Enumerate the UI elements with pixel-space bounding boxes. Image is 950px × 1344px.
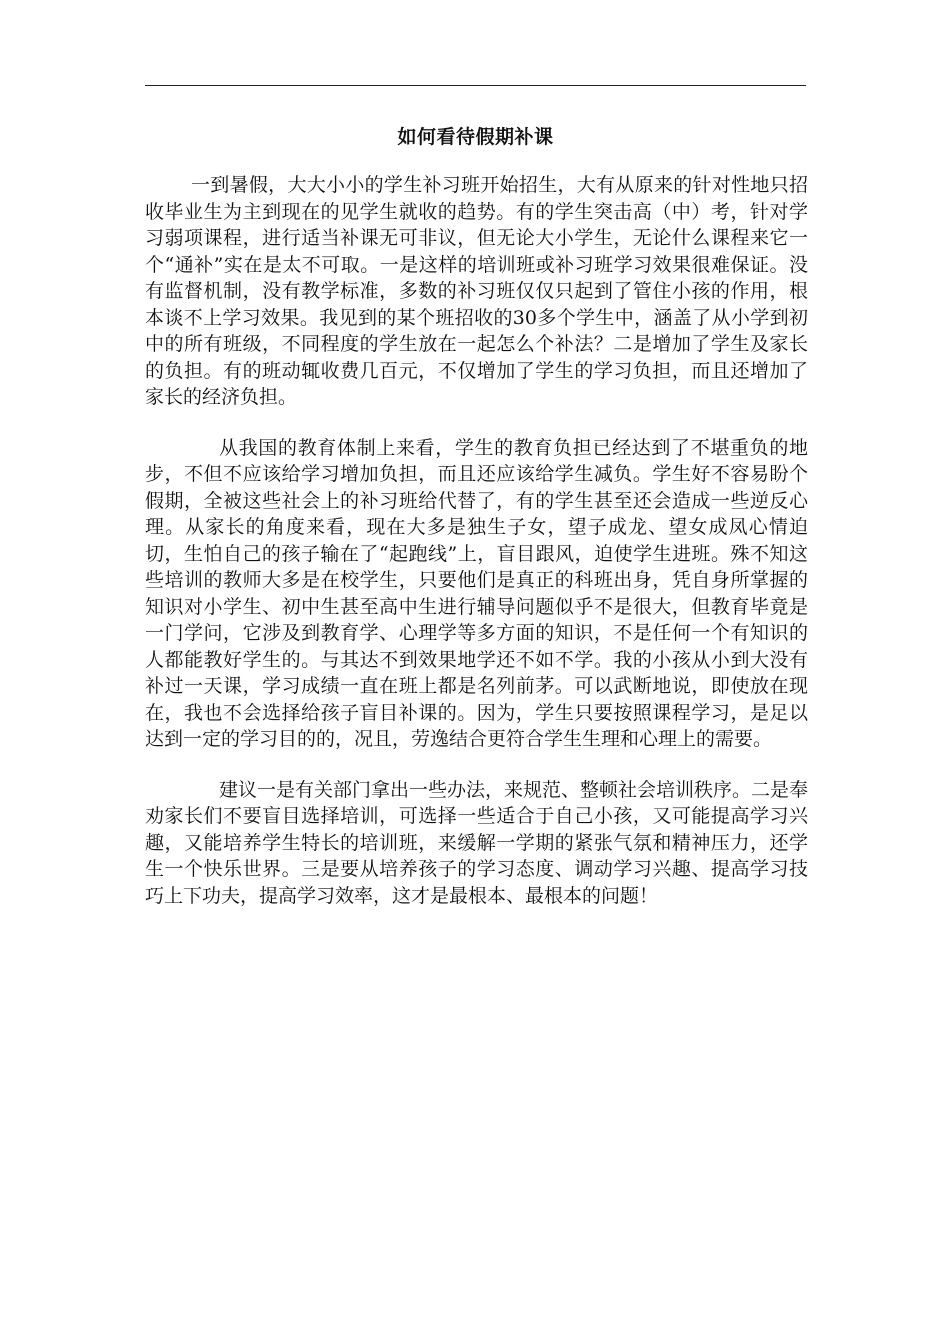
body-paragraph-3: 建议一是有关部门拿出一些办法，来规范、整顿社会培训秩序。二是奉劝家长们不要盲目选择培训，可选择一些适合于自己小孩，又可能提高学习兴趣，又能培养学生特长的培训班，来缓解一学期的紧张气氛和精神压力，还学生一个快乐世界。三是要从培养孩子的学习态度、调动学习兴趣、提高学习技巧上下功夫，提高学习效率，这才是最根本、最根本的问题！ <box>145 778 809 907</box>
document-body <box>145 172 808 933</box>
body-paragraph-2: 从我国的教育体制上来看，学生的教育负担已经达到了不堪重负的地步，不但不应该给学习增加负担，而且还应该给学生减负。学生好不容易盼个假期，全被这些社会上的补习班给代替了，有的学生甚至还会造成一些逆反心理。从家长的角度来看，现在大多是独生子女，望子成龙、望女成凤心情迫切，生怕自己的孩子输在了“起跑线”上，盲目跟风，迫使学生进班。殊不知这些培训的教师大多是在校学生，只要他们是真正的科班出身，凭自身所掌握的知识对小学生、初中生甚至高中生进行辅导问题似乎不是很大，但教育毕竟是一门学问，它涉及到教育学、心理学等多方面的知识，不是任何一个有知识的人都能教好学生的。与其达不到效果地学还不如不学。我的小孩从小到大没有补过一天课，学习成绩一直在班上都是名列前茅。可以武断地说，即使放在现在，我也不会选择给孩子盲目补课的。因为，学生只要按照课程学习，是足以达到一定的学习目的的，况且，劳逸结合更符合学生生理和心理上的需要。 <box>145 436 808 750</box>
body-paragraph-1: 一到暑假，大大小小的学生补习班开始招生，大有从原来的针对性地只招收毕业生为主到现在的见学生就收的趋势。有的学生突击高（中）考，针对学习弱项课程，进行适当补课无可非议，但无论大小学生，无论什么课程来它一个“通补”实在是太不可取。一是这样的培训班或补习班学习效果很难保证。没有监督机制，没有教学标准，多数的补习班仅仅只起到了管住小孩的作用，根本谈不上学习效果。我见到的某个班招收的30多个学生中，涵盖了从小学到初中的所有班级，不同程度的学生放在一起怎么个补法？二是增加了学生及家长的负担。有的班动辄收费几百元，不仅增加了学生的学习负担，而且还增加了家长的经济负担。 <box>145 174 808 408</box>
document-title: 如何看待假期补课 <box>397 126 554 148</box>
header-divider <box>145 85 806 86</box>
